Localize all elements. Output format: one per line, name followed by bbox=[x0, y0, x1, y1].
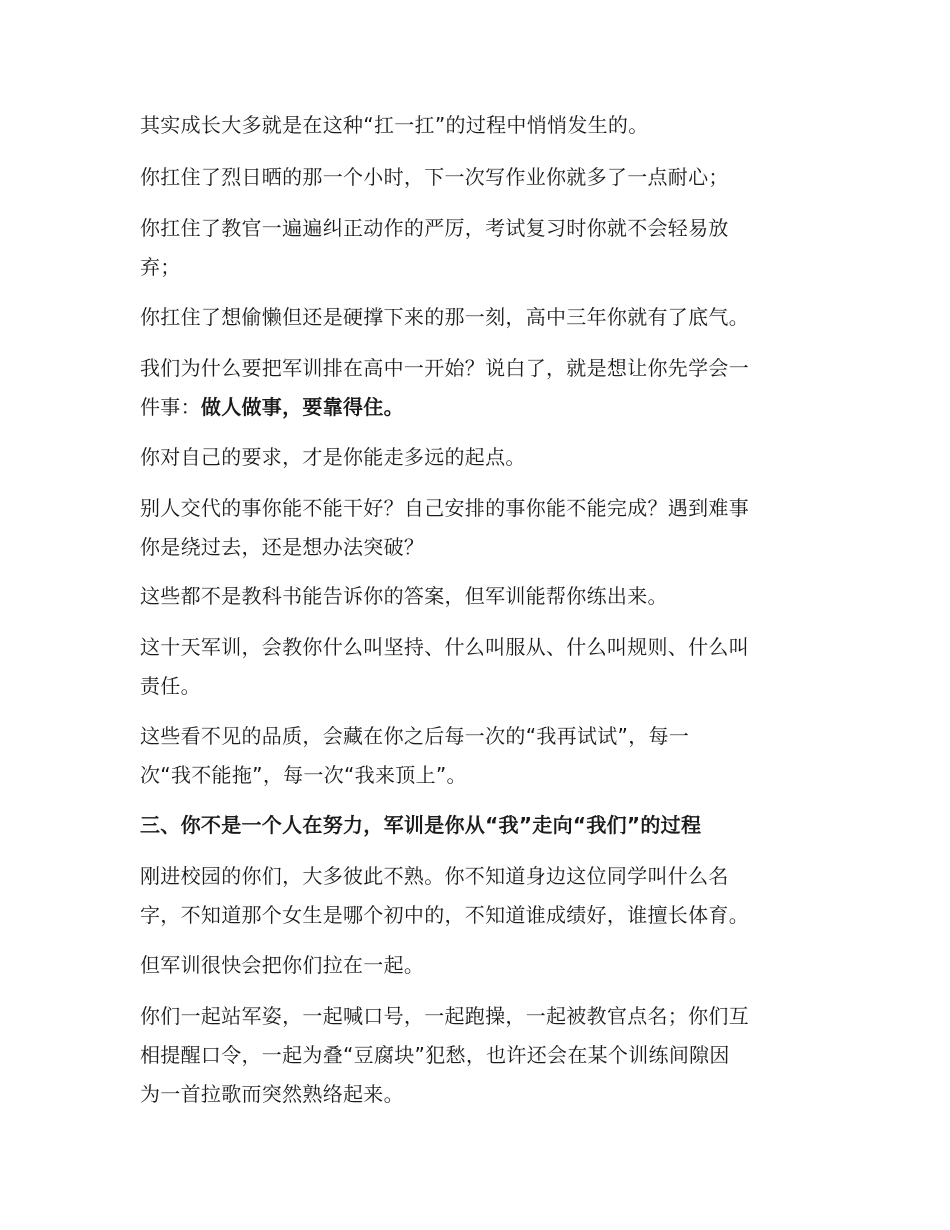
paragraph-ten-days-line1: 这十天军训，会教你什么叫坚持、什么叫服从、什么叫规则、什么叫 bbox=[140, 635, 749, 659]
paragraph-questions-line1: 别人交代的事你能不能干好？自己安排的事你能不能完成？遇到难事 bbox=[140, 496, 749, 520]
paragraph-growth: 其实成长大多就是在这种“扛一扛”的过程中悄悄发生的。 bbox=[140, 113, 649, 137]
paragraph-why-line2 bbox=[140, 392, 404, 422]
paragraph-campus-line1: 刚进校园的你们，大多彼此不熟。你不知道身边这位同学叫什么名 bbox=[140, 864, 729, 888]
paragraph-instructor-line1: 你扛住了教官一遍遍纠正动作的严厉，考试复习时你就不会轻易放 bbox=[140, 216, 729, 240]
section-heading-3: 三、你不是一个人在努力，军训是你从“我”走向“我们”的过程 bbox=[140, 813, 702, 837]
paragraph-activities-line3: 为一首拉歌而突然熟络起来。 bbox=[140, 1082, 404, 1106]
paragraph-qualities-line2: 次“我不能拖”，每一次“我来顶上”。 bbox=[140, 763, 467, 787]
paragraph-activities-line2: 相提醒口令，一起为叠“豆腐块”犯愁，也许还会在某个训练间隙因 bbox=[140, 1043, 730, 1067]
paragraph-why-line1: 我们为什么要把军训排在高中一开始？说白了，就是想让你先学会一 bbox=[140, 356, 749, 380]
paragraph-why-emphasis: 做人做事，要靠得住。 bbox=[200, 395, 404, 419]
paragraph-why-prefix: 件事： bbox=[140, 395, 201, 419]
paragraph-together: 但军训很快会把你们拉在一起。 bbox=[140, 953, 425, 977]
paragraph-qualities-line1: 这些看不见的品质，会藏在你之后每一次的“我再试试”，每一 bbox=[140, 724, 690, 748]
paragraph-activities-line1: 你们一起站军姿，一起喊口号，一起跑操，一起被教官点名；你们互 bbox=[140, 1004, 749, 1028]
paragraph-ten-days-line2: 责任。 bbox=[140, 674, 201, 698]
paragraph-sun: 你扛住了烈日晒的那一个小时，下一次写作业你就多了一点耐心； bbox=[140, 165, 729, 189]
paragraph-questions-line2: 你是绕过去，还是想办法突破？ bbox=[140, 535, 425, 559]
paragraph-requirement: 你对自己的要求，才是你能走多远的起点。 bbox=[140, 445, 526, 469]
paragraph-campus-line2: 字，不知道那个女生是哪个初中的，不知道谁成绩好，谁擅长体育。 bbox=[140, 903, 749, 927]
paragraph-instructor-line2: 弃； bbox=[140, 255, 181, 279]
paragraph-confidence: 你扛住了想偷懒但还是硬撑下来的那一刻，高中三年你就有了底气。 bbox=[140, 305, 749, 329]
paragraph-textbook: 这些都不是教科书能告诉你的答案，但军训能帮你练出来。 bbox=[140, 584, 668, 608]
